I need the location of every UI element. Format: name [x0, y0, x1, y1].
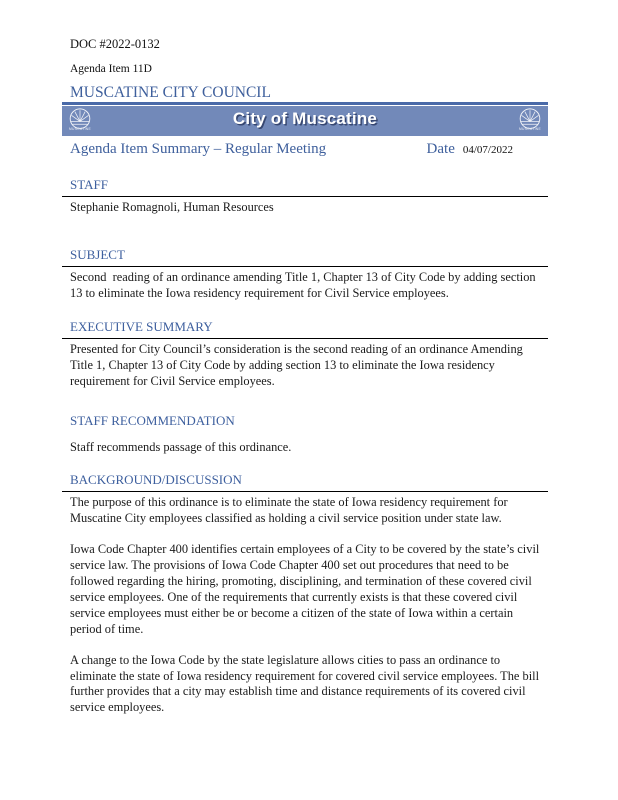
section-paragraph: Stephanie Romagnoli, Human Resources [70, 200, 274, 214]
meeting-row [62, 140, 548, 158]
section-paragraph: Iowa Code Chapter 400 identifies certain employees of a City to be covered by the state’s civil service law. The provisions of Iowa Code Chapter 400 set out procedures that need to be followed regarding the hiring, promoting, disciplining, and termination of these covered civil service employees. One of the requirements that currently exists is that these covered civil service employees must either be or become a citizen of the state of Iowa within a certain period of time. [70, 542, 543, 636]
date-label: Date [426, 141, 455, 157]
svg-text:MUSCATINE: MUSCATINE [518, 127, 542, 132]
date-value: 04/07/2022 [462, 144, 513, 156]
section-heading: EXECUTIVE SUMMARY [62, 319, 548, 339]
section-paragraph: A change to the Iowa Code by the state legislature allows cities to pass an ordinance to eliminate the state of Iowa residency requirement for covered civil service employees. The bill further provides that a city may establish time and distance requirements of its covered civil service employees. [70, 652, 543, 715]
svg-text:MUSCATINE: MUSCATINE [68, 127, 92, 132]
city-banner [62, 106, 548, 136]
council-title: MUSCATINE CITY COUNCIL [70, 84, 271, 101]
section-staff [62, 177, 548, 216]
section-heading: STAFF [62, 177, 548, 197]
document-content [62, 0, 548, 716]
section-paragraph: The purpose of this ordinance is to eliminate the state of Iowa residency requirement for Muscatine City employees classified as holding a civil service position under state law. [70, 495, 511, 526]
meeting-title: Agenda Item Summary – Regular Meeting [70, 141, 327, 157]
section-heading: SUBJECT [62, 247, 548, 267]
section-heading: STAFF RECOMMENDATION [70, 413, 235, 429]
section-paragraph: Presented for City Council’s consideration is the second reading of an ordinance Amending Title 1, Chapter 13 of City Code by adding section 13 to eliminate the Iowa residency requirement for Civil Service employees. [70, 341, 526, 388]
section-staff-recommendation [62, 413, 548, 456]
agenda-item-number: Agenda Item 11D [70, 63, 152, 75]
section-paragraph: Staff recommends passage of this ordinance. [70, 440, 292, 455]
section-subject [62, 247, 548, 302]
banner-title: City of Muscatine [232, 109, 378, 128]
title-rule [62, 102, 548, 105]
section-background-discussion [62, 472, 548, 716]
section-executive-summary [62, 319, 548, 390]
section-heading: BACKGROUND/DISCUSSION [62, 472, 548, 492]
doc-number: DOC #2022-0132 [70, 37, 160, 51]
date-group [427, 140, 513, 158]
section-paragraph: Second reading of an ordinance amending Title 1, Chapter 13 of City Code by adding section 13 to eliminate the Iowa residency requirement for Civil Service employees. [70, 269, 539, 300]
city-logo-icon [516, 107, 544, 140]
